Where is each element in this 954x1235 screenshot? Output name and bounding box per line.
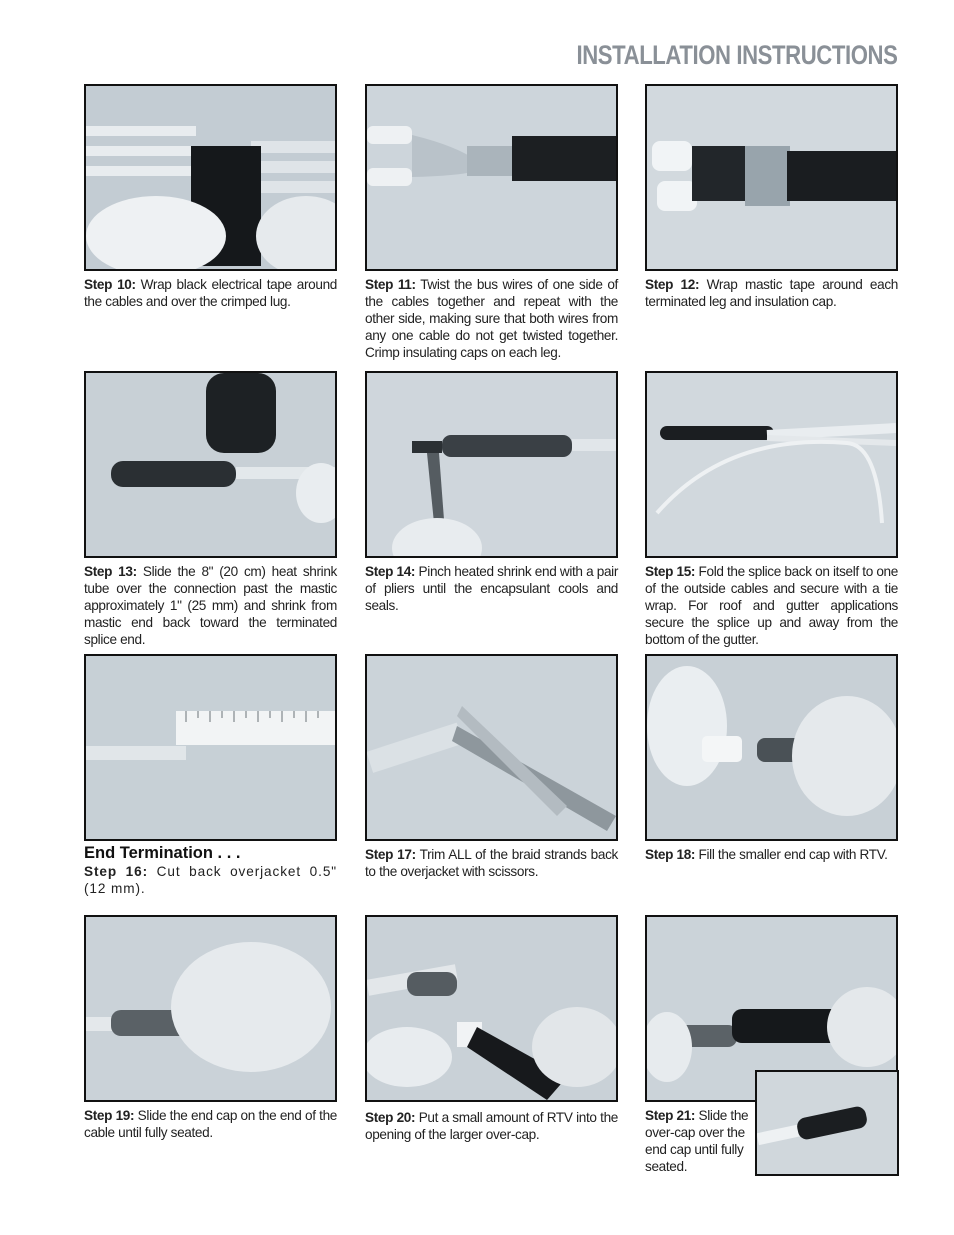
step-text: Put a small amount of RTV into the opening of the larger over-cap. <box>365 1110 618 1142</box>
step-20-panel <box>365 915 618 1143</box>
step-text: Wrap black electrical tape around the cables and over the crimped lug. <box>84 277 337 309</box>
step-17-caption <box>365 846 618 880</box>
step-label: Step 16: <box>84 864 149 879</box>
step-16-caption <box>84 863 337 897</box>
step-13-panel <box>84 371 337 648</box>
step-label: Step 17: <box>365 847 416 862</box>
step-16-photo <box>84 654 337 841</box>
step-21-caption <box>645 1107 753 1175</box>
step-17-panel <box>365 654 618 880</box>
step-15-photo <box>645 371 898 558</box>
step-16-panel <box>84 654 337 897</box>
step-text: Trim ALL of the braid strands back to the overjacket with scissors. <box>365 847 618 879</box>
step-10-photo <box>84 84 337 271</box>
step-text: Slide the over-cap over the end cap until fully seated. <box>645 1108 749 1174</box>
step-14-panel <box>365 371 618 614</box>
step-10-caption <box>84 276 337 310</box>
step-text: Cut back overjacket 0.5" (12 mm). <box>84 864 337 896</box>
step-15-caption <box>645 563 898 648</box>
step-text: Wrap mastic tape around each terminated leg and insulation cap. <box>645 277 898 309</box>
step-label: Step 14: <box>365 564 416 579</box>
step-17-photo <box>365 654 618 841</box>
step-label: Step 15: <box>645 564 696 579</box>
step-text: Slide the 8" (20 cm) heat shrink tube over the connection past the mastic approximately 1" (25 mm) and shrink from mastic end back toward the terminated splice end. <box>84 564 337 647</box>
step-11-panel <box>365 84 618 361</box>
step-19-caption <box>84 1107 337 1141</box>
step-20-photo <box>365 915 618 1102</box>
step-19-panel <box>84 915 337 1141</box>
step-label: Step 12: <box>645 277 700 292</box>
step-18-caption <box>645 846 898 863</box>
step-label: Step 10: <box>84 277 136 292</box>
step-text: Slide the end cap on the end of the cable until fully seated. <box>84 1108 337 1140</box>
step-14-caption <box>365 563 618 614</box>
step-label: Step 20: <box>365 1110 416 1125</box>
step-12-panel <box>645 84 898 310</box>
step-label: Step 18: <box>645 847 696 862</box>
step-11-photo <box>365 84 618 271</box>
step-13-caption <box>84 563 337 648</box>
step-11-caption <box>365 276 618 361</box>
step-13-photo <box>84 371 337 558</box>
page-title: INSTALLATION INSTRUCTIONS <box>575 40 897 70</box>
step-label: Step 13: <box>84 564 137 579</box>
step-20-caption <box>365 1109 618 1143</box>
step-15-panel <box>645 371 898 648</box>
step-21-panel <box>645 915 898 1175</box>
step-10-panel <box>84 84 337 310</box>
step-text: Fold the splice back on itself to one of the outside cables and secure with a tie wrap. For roof and gutter applications secure the splice up and away from the bottom of the gutter. <box>645 564 898 647</box>
step-text: Fill the smaller end cap with RTV. <box>695 847 888 862</box>
step-text: Twist the bus wires of one side of the cables together and repeat with the other side, making sure that both wires from any one cable do not get twisted together. Crimp insulating caps on each leg. <box>365 277 618 360</box>
step-14-photo <box>365 371 618 558</box>
step-label: Step 21: <box>645 1108 696 1123</box>
end-termination-heading: End Termination . . . <box>84 844 241 862</box>
step-19-photo <box>84 915 337 1102</box>
step-label: Step 11: <box>365 277 416 292</box>
step-label: Step 19: <box>84 1108 135 1123</box>
step-21-inset-photo <box>755 1070 899 1176</box>
step-18-panel <box>645 654 898 863</box>
step-text: Pinch heated shrink end with a pair of pliers until the encapsulant cools and seals. <box>365 564 618 613</box>
step-18-photo <box>645 654 898 841</box>
step-12-caption <box>645 276 898 310</box>
step-12-photo <box>645 84 898 271</box>
